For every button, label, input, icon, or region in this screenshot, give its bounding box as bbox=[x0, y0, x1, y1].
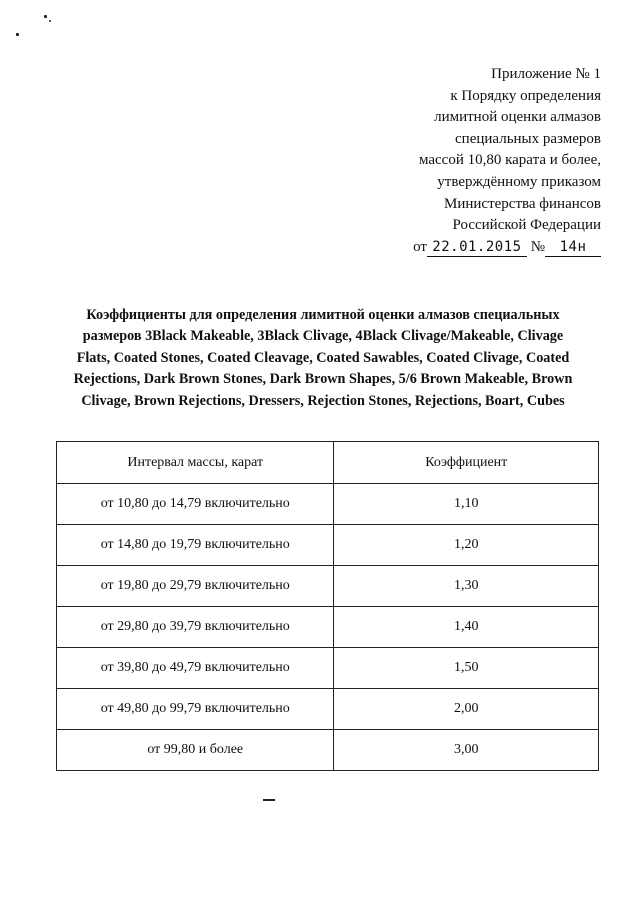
scan-speck bbox=[49, 20, 51, 22]
order-date: 22.01.2015 bbox=[427, 238, 527, 257]
appendix-block bbox=[341, 64, 601, 258]
coefficient-cell: 1,10 bbox=[334, 484, 599, 525]
mass-interval-cell: от 99,80 и более bbox=[57, 730, 334, 771]
appendix-line: Российской Федерации bbox=[452, 217, 601, 234]
order-date-line bbox=[341, 237, 601, 259]
appendix-line: массой 10,80 карата и более, bbox=[418, 152, 601, 169]
order-number: 14н bbox=[545, 238, 601, 257]
coefficient-cell: 1,30 bbox=[334, 566, 599, 607]
table-row bbox=[57, 730, 599, 771]
coefficient-cell: 2,00 bbox=[334, 689, 599, 730]
footer-dash bbox=[263, 799, 275, 801]
title-line: Rejections, Dark Brown Stones, Dark Brown Shapes, 5/6 Brown Makeable, Brown bbox=[73, 371, 573, 388]
appendix-line: лимитной оценки алмазов bbox=[434, 109, 601, 126]
coefficient-cell: 1,40 bbox=[334, 607, 599, 648]
coefficient-cell: 3,00 bbox=[334, 730, 599, 771]
mass-interval-cell: от 39,80 до 49,79 включительно bbox=[57, 648, 334, 689]
table-row bbox=[57, 484, 599, 525]
scan-speck bbox=[44, 15, 47, 18]
coefficient-cell: 1,50 bbox=[334, 648, 599, 689]
table-row bbox=[57, 607, 599, 648]
table-header-row bbox=[57, 442, 599, 484]
mass-interval-cell: от 29,80 до 39,79 включительно bbox=[57, 607, 334, 648]
mass-interval-cell: от 19,80 до 29,79 включительно bbox=[57, 566, 334, 607]
table-row bbox=[57, 689, 599, 730]
header-mass-interval: Интервал массы, карат bbox=[57, 442, 334, 484]
mass-interval-cell: от 49,80 до 99,79 включительно bbox=[57, 689, 334, 730]
coefficient-cell: 1,20 bbox=[334, 525, 599, 566]
appendix-line: к Порядку определения bbox=[450, 87, 601, 104]
date-prefix: от bbox=[413, 238, 427, 255]
title-line: Коэффициенты для определения лимитной оценки алмазов специальных bbox=[86, 307, 560, 323]
table-row bbox=[57, 566, 599, 607]
mass-interval-cell: от 10,80 до 14,79 включительно bbox=[57, 484, 334, 525]
appendix-line: специальных размеров bbox=[455, 130, 601, 147]
appendix-line: утверждённому приказом bbox=[437, 173, 601, 190]
number-prefix: № bbox=[530, 238, 545, 255]
title-line: Flats, Coated Stones, Coated Cleavage, Coated Sawables, Coated Clivage, Coated bbox=[76, 349, 570, 366]
scan-speck bbox=[16, 33, 19, 36]
appendix-line: Министерства финансов bbox=[444, 195, 601, 212]
table-row bbox=[57, 525, 599, 566]
header-coefficient: Коэффициент bbox=[334, 442, 599, 484]
appendix-line: Приложение № 1 bbox=[491, 66, 601, 82]
coefficient-table bbox=[56, 441, 599, 771]
mass-interval-cell: от 14,80 до 19,79 включительно bbox=[57, 525, 334, 566]
title-line: размеров 3Black Makeable, 3Black Clivage, 4Black Clivage/Makeable, Clivage bbox=[82, 328, 564, 345]
table-row bbox=[57, 648, 599, 689]
title-line: Clivage, Brown Rejections, Dressers, Rejection Stones, Rejections, Boart, Cubes bbox=[81, 392, 565, 409]
document-title bbox=[60, 305, 586, 412]
